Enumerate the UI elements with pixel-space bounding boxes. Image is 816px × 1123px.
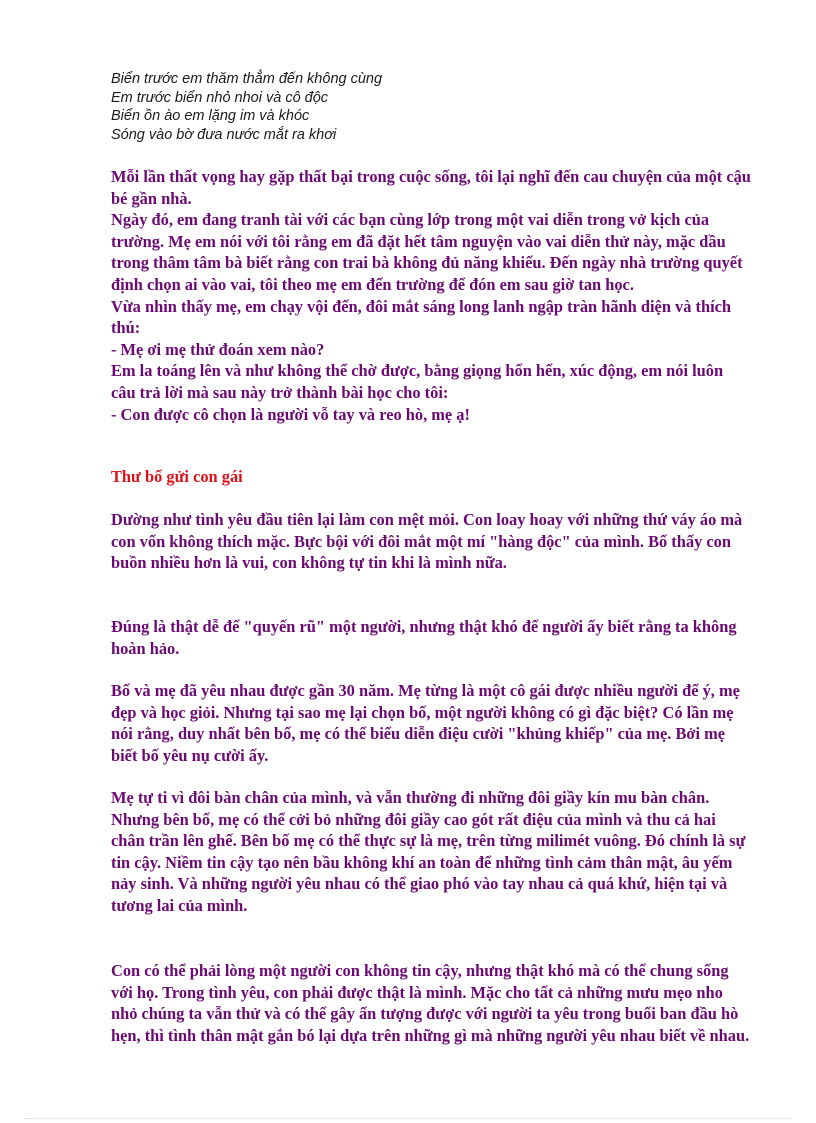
letter-paragraph <box>111 509 751 574</box>
story-paragraph: Vừa nhìn thấy mẹ, em chạy vội đến, đôi mắt sáng long lanh ngập tràn hãnh diện và thích thú: <box>111 296 732 338</box>
story-paragraph: Ngày đó, em đang tranh tài với các bạn cùng lớp trong một vai diễn trong vở kịch của trường. Mẹ em nói với tôi rằng em đã đặt hết tâm nguyện vào vai diễn thử này, mặc dầu trong thâm tâm bà biết rằng con trai bà không đủ năng khiếu. Đến ngày nhà trường quyết định chọn ai vào vai, tôi theo mẹ em đến trường để đón em sau giờ tan học. <box>111 210 743 294</box>
letter-paragraph <box>111 616 751 659</box>
letter-paragraph-text: Mẹ tự ti vì đôi bàn chân của mình, và vẫn thường đi những đôi giầy kín mu bàn chân. Nhưng bên bố, mẹ có thể cởi bỏ những đôi giầy cao gót rất điệu của mình và thu cả hai chân trần lên ghế. Bên bố mẹ có thể thực sự là mẹ, trên từng milimét vuông. Đó chính là sự tin cậy. Niềm tin cậy tạo nên bầu không khí an toàn để những tình cảm thân mật, âu yếm nảy sinh. Và những người yêu nhau có thể giao phó vào tay nhau cả quá khứ, hiện tại và tương lai của mình. <box>111 788 746 915</box>
letter-paragraph <box>111 960 751 1046</box>
poem-line: Em trước biển nhỏ nhoi và cô độc <box>111 89 329 106</box>
letter-paragraph-text: Bố và mẹ đã yêu nhau được gần 30 năm. Mẹ từng là một cô gái được nhiều người để ý, mẹ đẹp và học giỏi. Nhưng tại sao mẹ lại chọn bố, một người không có gì đặc biệt? Có lần mẹ nói rằng, duy nhất bên bố, mẹ có thể biểu diễn điệu cười "khủng khiếp" của mẹ. Bởi mẹ biết bố yêu nụ cười ấy. <box>111 681 740 765</box>
story-dialogue-line: - Con được cô chọn là người vỗ tay và reo hò, mẹ ạ! <box>111 404 470 424</box>
poem-line: Biển ồn ào em lặng im và khóc <box>111 108 310 125</box>
poem-block <box>111 70 731 145</box>
page-bottom-divider <box>24 1118 792 1119</box>
story-paragraph: Mỗi lần thất vọng hay gặp thất bại trong cuộc sống, tôi lại nghĩ đến cau chuyện của một cậu bé gần nhà. <box>111 167 751 208</box>
poem-line: Sóng vào bờ đưa nước mắt ra khơi <box>111 127 337 144</box>
poem-line: Biển trước em thăm thẳm đến không cùng <box>111 71 383 87</box>
letter-paragraph <box>111 787 751 917</box>
letter-paragraph-text: Con có thể phải lòng một người con không tin cậy, nhưng thật khó mà có thể chung sống với họ. Trong tình yêu, con phải được thật là mình. Mặc cho tất cả những mưu mẹo nho nhỏ chúng ta vẫn thử và có thể gây ấn tượng được với người ta yêu trong buổi ban đầu hò hẹn, thì tình thân mật gắn bó lại dựa trên những gì mà những người yêu nhau biết về nhau. <box>111 961 750 1045</box>
letter-paragraph-text: Đúng là thật dễ để "quyến rũ" một người, nhưng thật khó để người ấy biết rằng ta không hoàn hảo. <box>111 617 737 658</box>
letter-title: Thư bố gửi con gái <box>111 467 243 486</box>
letter-paragraph <box>111 680 751 766</box>
story-paragraph: Em la toáng lên và như không thể chờ được, bằng giọng hổn hển, xúc động, em nói luôn câu trả lời mà sau này trở thành bài học cho tôi: <box>111 361 724 402</box>
story-block <box>111 166 751 425</box>
letter-paragraph-text: Dường như tình yêu đầu tiên lại làm con mệt mỏi. Con loay hoay với những thứ váy áo mà con vốn không thích mặc. Bực bội với đôi mắt một mí "hàng độc" của mình. Bố thấy con buồn nhiều hơn là vui, con không tự tin khi là mình nữa. <box>111 510 743 573</box>
story-dialogue-line: - Mẹ ơi mẹ thử đoán xem nào? <box>111 339 325 359</box>
